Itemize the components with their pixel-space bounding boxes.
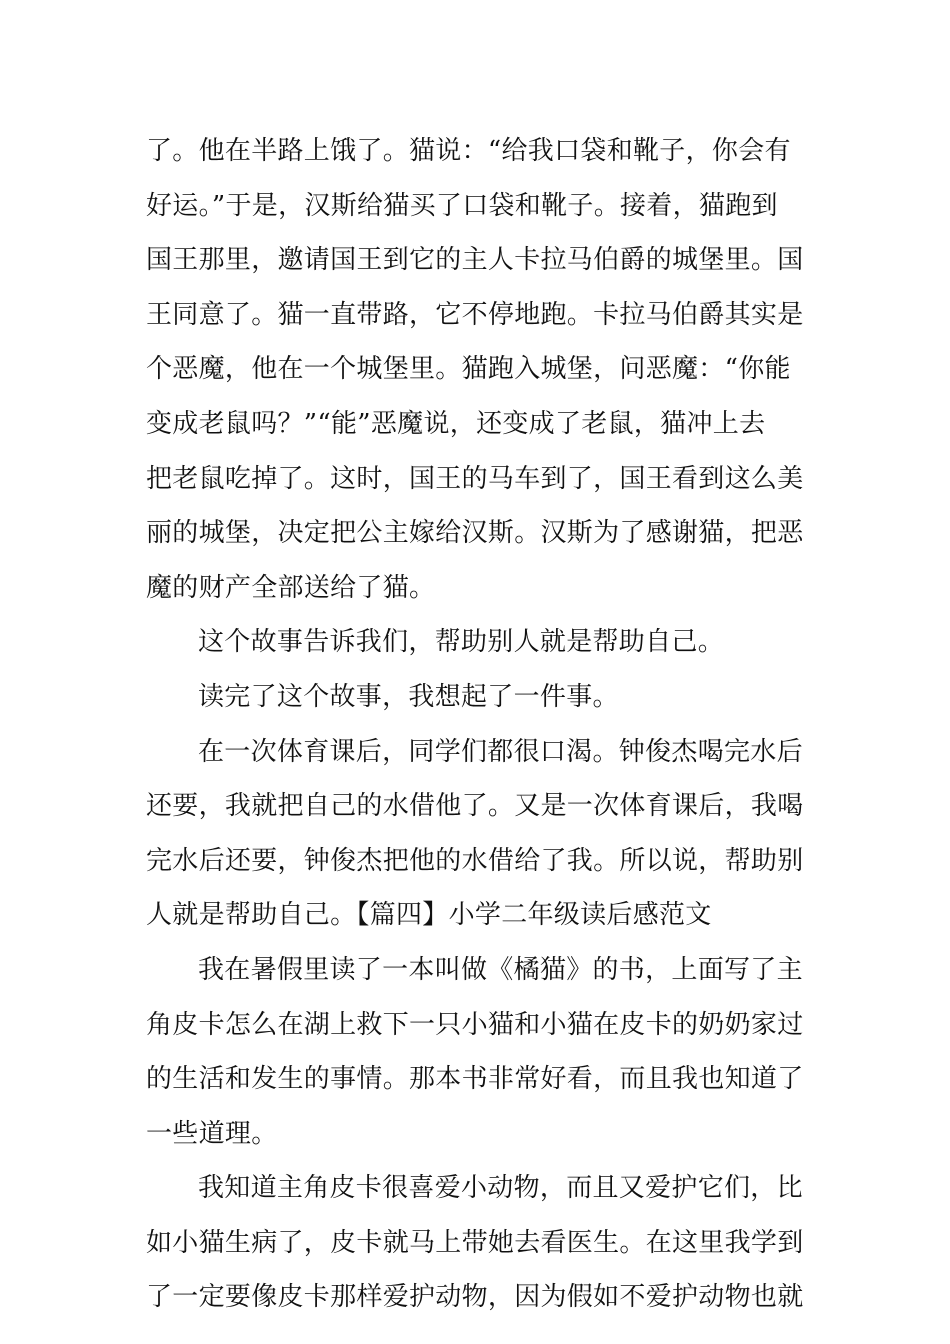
text-line: 一些道理。: [146, 1118, 278, 1149]
text-line: 还要，我就把自己的水借他了。又是一次体育课后，我喝: [146, 791, 804, 822]
text-line: 角皮卡怎么在湖上救下一只小猫和小猫在皮卡的奶奶家过: [146, 1009, 804, 1040]
text-line: 国王那里，邀请国王到它的主人卡拉马伯爵的城堡里。国: [146, 245, 804, 276]
text-line: 这个故事告诉我们，帮助别人就是帮助自己。: [198, 627, 725, 658]
text-line: 把老鼠吃掉了。这时，国王的马车到了，国王看到这么美: [146, 463, 804, 494]
text-line: 王同意了。猫一直带路，它不停地跑。卡拉马伯爵其实是: [146, 299, 804, 330]
body-text: [146, 124, 806, 1325]
text-line: 我知道主角皮卡很喜爱小动物，而且又爱护它们，比: [198, 1173, 803, 1204]
text-line: 了。他在半路上饿了。猫说：“给我口袋和靴子，你会有: [146, 136, 791, 166]
text-line: 在一次体育课后，同学们都很口渴。钟俊杰喝完水后: [198, 736, 803, 767]
text-line: 如小猫生病了，皮卡就马上带她去看医生。在这里我学到: [146, 1227, 804, 1258]
text-line: 变成老鼠吗？”“能”恶魔说，还变成了老鼠，猫冲上去: [146, 408, 766, 439]
text-line: 好运。”于是，汉斯给猫买了口袋和靴子。接着，猫跑到: [146, 190, 778, 221]
text-line: 个恶魔，他在一个城堡里。猫跑入城堡，问恶魔：“你能: [146, 354, 791, 385]
text-line: 丽的城堡，决定把公主嫁给汉斯。汉斯为了感谢猫，把恶: [146, 518, 804, 549]
text-line: 完水后还要，钟俊杰把他的水借给了我。所以说，帮助别: [146, 845, 804, 876]
text-line: 我在暑假里读了一本叫做《橘猫》的书，上面写了主: [198, 954, 803, 985]
text-line: 魔的财产全部送给了猫。: [146, 572, 436, 603]
text-line: 读完了这个故事，我想起了一件事。: [198, 681, 619, 712]
text-line: 人就是帮助自己。【篇四】小学二年级读后感范文: [146, 900, 712, 931]
text-line: 了一定要像皮卡那样爱护动物，因为假如不爱护动物也就: [146, 1282, 804, 1313]
text-line: 的生活和发生的事情。那本书非常好看，而且我也知道了: [146, 1064, 804, 1095]
